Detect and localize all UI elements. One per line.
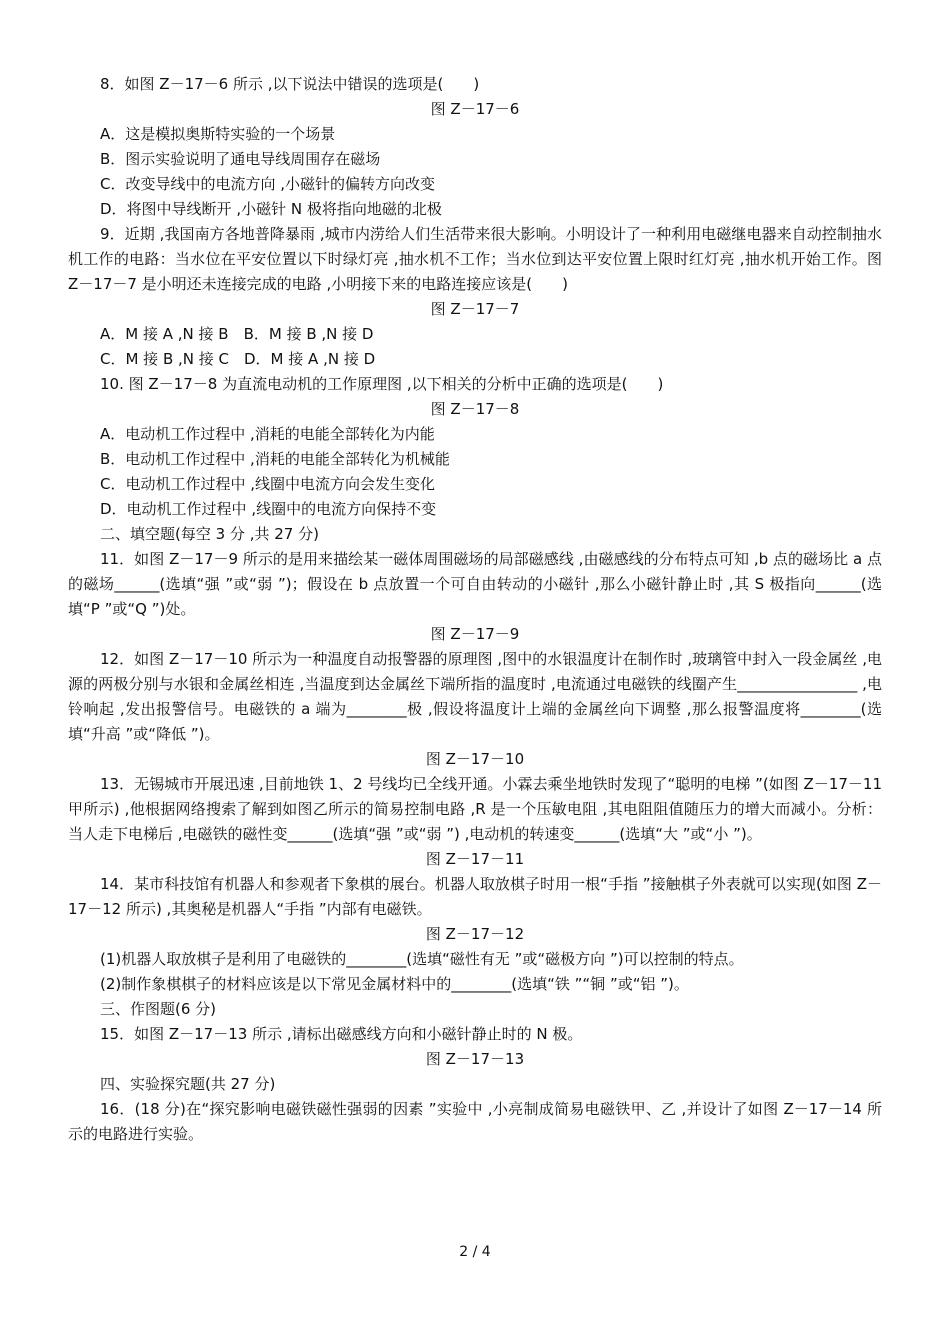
- option-ab: A．M 接 A ,N 接 B B．M 接 B ,N 接 D: [100, 325, 374, 343]
- sub-question-1: (1)机器人取放棋子是利用了电磁铁的________(选填“磁性有无 ”或“磁极方向 ”)可以控制的特点。: [100, 950, 744, 968]
- figure-caption: 图 Z－17－8: [430, 400, 520, 418]
- question-15: 15．如图 Z－17－13 所示 ,请标出磁感线方向和小磁针静止时的 N 极。: [100, 1025, 583, 1043]
- question-13: 13．无锡城市开展迅速 ,目前地铁 1、2 号线均已全线开通。小霖去乘坐地铁时发现了“聪明的电梯 ”(如图 Z－17－11 甲所示) ,他根据网络搜索了解到如图乙所示的简易控制电路 ,R 是一个压敏电阻 ,其电阻阻值随压力的增大而减小。分析：当人走下电梯后 ,电磁铁的磁性变______(选填“强 ”或“弱 ”) ,电动机的转速变______(选填“大 ”或“小 ”)。: [68, 775, 883, 843]
- option-cd: C．M 接 B ,N 接 C D．M 接 A ,N 接 D: [100, 350, 376, 368]
- section-heading: 三、作图题(6 分): [100, 1000, 217, 1018]
- page-number: 2 / 4: [459, 1244, 491, 1260]
- question-11: 11．如图 Z－17－9 所示的是用来描绘某一磁体周围磁场的局部磁感线 ,由磁感线的分布特点可知 ,b 点的磁场比 a 点的磁场______(选填“强 ”或“弱 ”)；假设在 b 点放置一个可自由转动的小磁针 ,那么小磁针静止时 ,其 S 极指向______(选填“P ”或“Q ”)处。: [68, 550, 882, 618]
- option-b: B．电动机工作过程中 ,消耗的电能全部转化为机械能: [100, 450, 450, 468]
- figure-caption: 图 Z－17－7: [430, 300, 520, 318]
- section-heading: 二、填空题(每空 3 分 ,共 27 分): [100, 525, 319, 543]
- option-c: C．电动机工作过程中 ,线圈中电流方向会发生变化: [100, 475, 436, 493]
- question-9: 9．近期 ,我国南方各地普降暴雨 ,城市内涝给人们生活带来很大影响。小明设计了一种利用电磁继电器来自动控制抽水机工作的电路：当水位在平安位置以下时绿灯亮 ,抽水机不工作；当水位到达平安位置上限时红灯亮 ,抽水机开始工作。图 Z－17－7 是小明还未连接完成的电路 ,小明接下来的电路连接应该是( ): [68, 225, 882, 293]
- document-body: [68, 72, 882, 1147]
- option-a: A．电动机工作过程中 ,消耗的电能全部转化为内能: [100, 425, 435, 443]
- option-b: B．图示实验说明了通电导线周围存在磁场: [100, 150, 381, 168]
- figure-caption: 图 Z－17－9: [430, 625, 520, 643]
- question-8: 8．如图 Z－17－6 所示 ,以下说法中错误的选项是( ): [100, 75, 480, 93]
- figure-caption: 图 Z－17－11: [425, 850, 525, 868]
- figure-caption: 图 Z－17－12: [425, 925, 525, 943]
- figure-caption: 图 Z－17－6: [430, 100, 520, 118]
- question-12: 12．如图 Z－17－10 所示为一种温度自动报警器的原理图 ,图中的水银温度计在制作时 ,玻璃管中封入一段金属丝 ,电源的两极分别与水银和金属丝相连 ,当温度到达金属丝下端所指的温度时 ,电流通过电磁铁的线圈产生________________ ,电铃响起 ,发出报警信号。电磁铁的 a 端为________极 ,假设将温度计上端的金属丝向下调整 ,那么报警温度将________(选填“升高 ”或“降低 ”)。: [68, 650, 882, 743]
- option-d: D．将图中导线断开 ,小磁针 N 极将指向地磁的北极: [100, 200, 442, 218]
- section-heading: 四、实验探究题(共 27 分): [100, 1075, 276, 1093]
- option-a: A．这是模拟奥斯特实验的一个场景: [100, 125, 336, 143]
- question-14: 14．某市科技馆有机器人和参观者下象棋的展台。机器人取放棋子时用一根“手指 ”接触棋子外表就可以实现(如图 Z－17－12 所示) ,其奥秘是机器人“手指 ”内部有电磁铁。: [68, 875, 882, 918]
- question-16: 16．(18 分)在“探究影响电磁铁磁性强弱的因素 ”实验中 ,小亮制成简易电磁铁甲、乙 ,并设计了如图 Z－17－14 所示的电路进行实验。: [68, 1100, 882, 1143]
- option-c: C．改变导线中的电流方向 ,小磁针的偏转方向改变: [100, 175, 436, 193]
- sub-question-2: (2)制作象棋棋子的材料应该是以下常见金属材料中的________(选填“铁 ”“铜 ”或“铝 ”)。: [100, 975, 689, 993]
- option-d: D．电动机工作过程中 ,线圈中的电流方向保持不变: [100, 500, 437, 518]
- question-10: 10. 图 Z－17－8 为直流电动机的工作原理图 ,以下相关的分析中正确的选项是( ): [100, 375, 664, 393]
- figure-caption: 图 Z－17－13: [425, 1050, 525, 1068]
- figure-caption: 图 Z－17－10: [425, 750, 525, 768]
